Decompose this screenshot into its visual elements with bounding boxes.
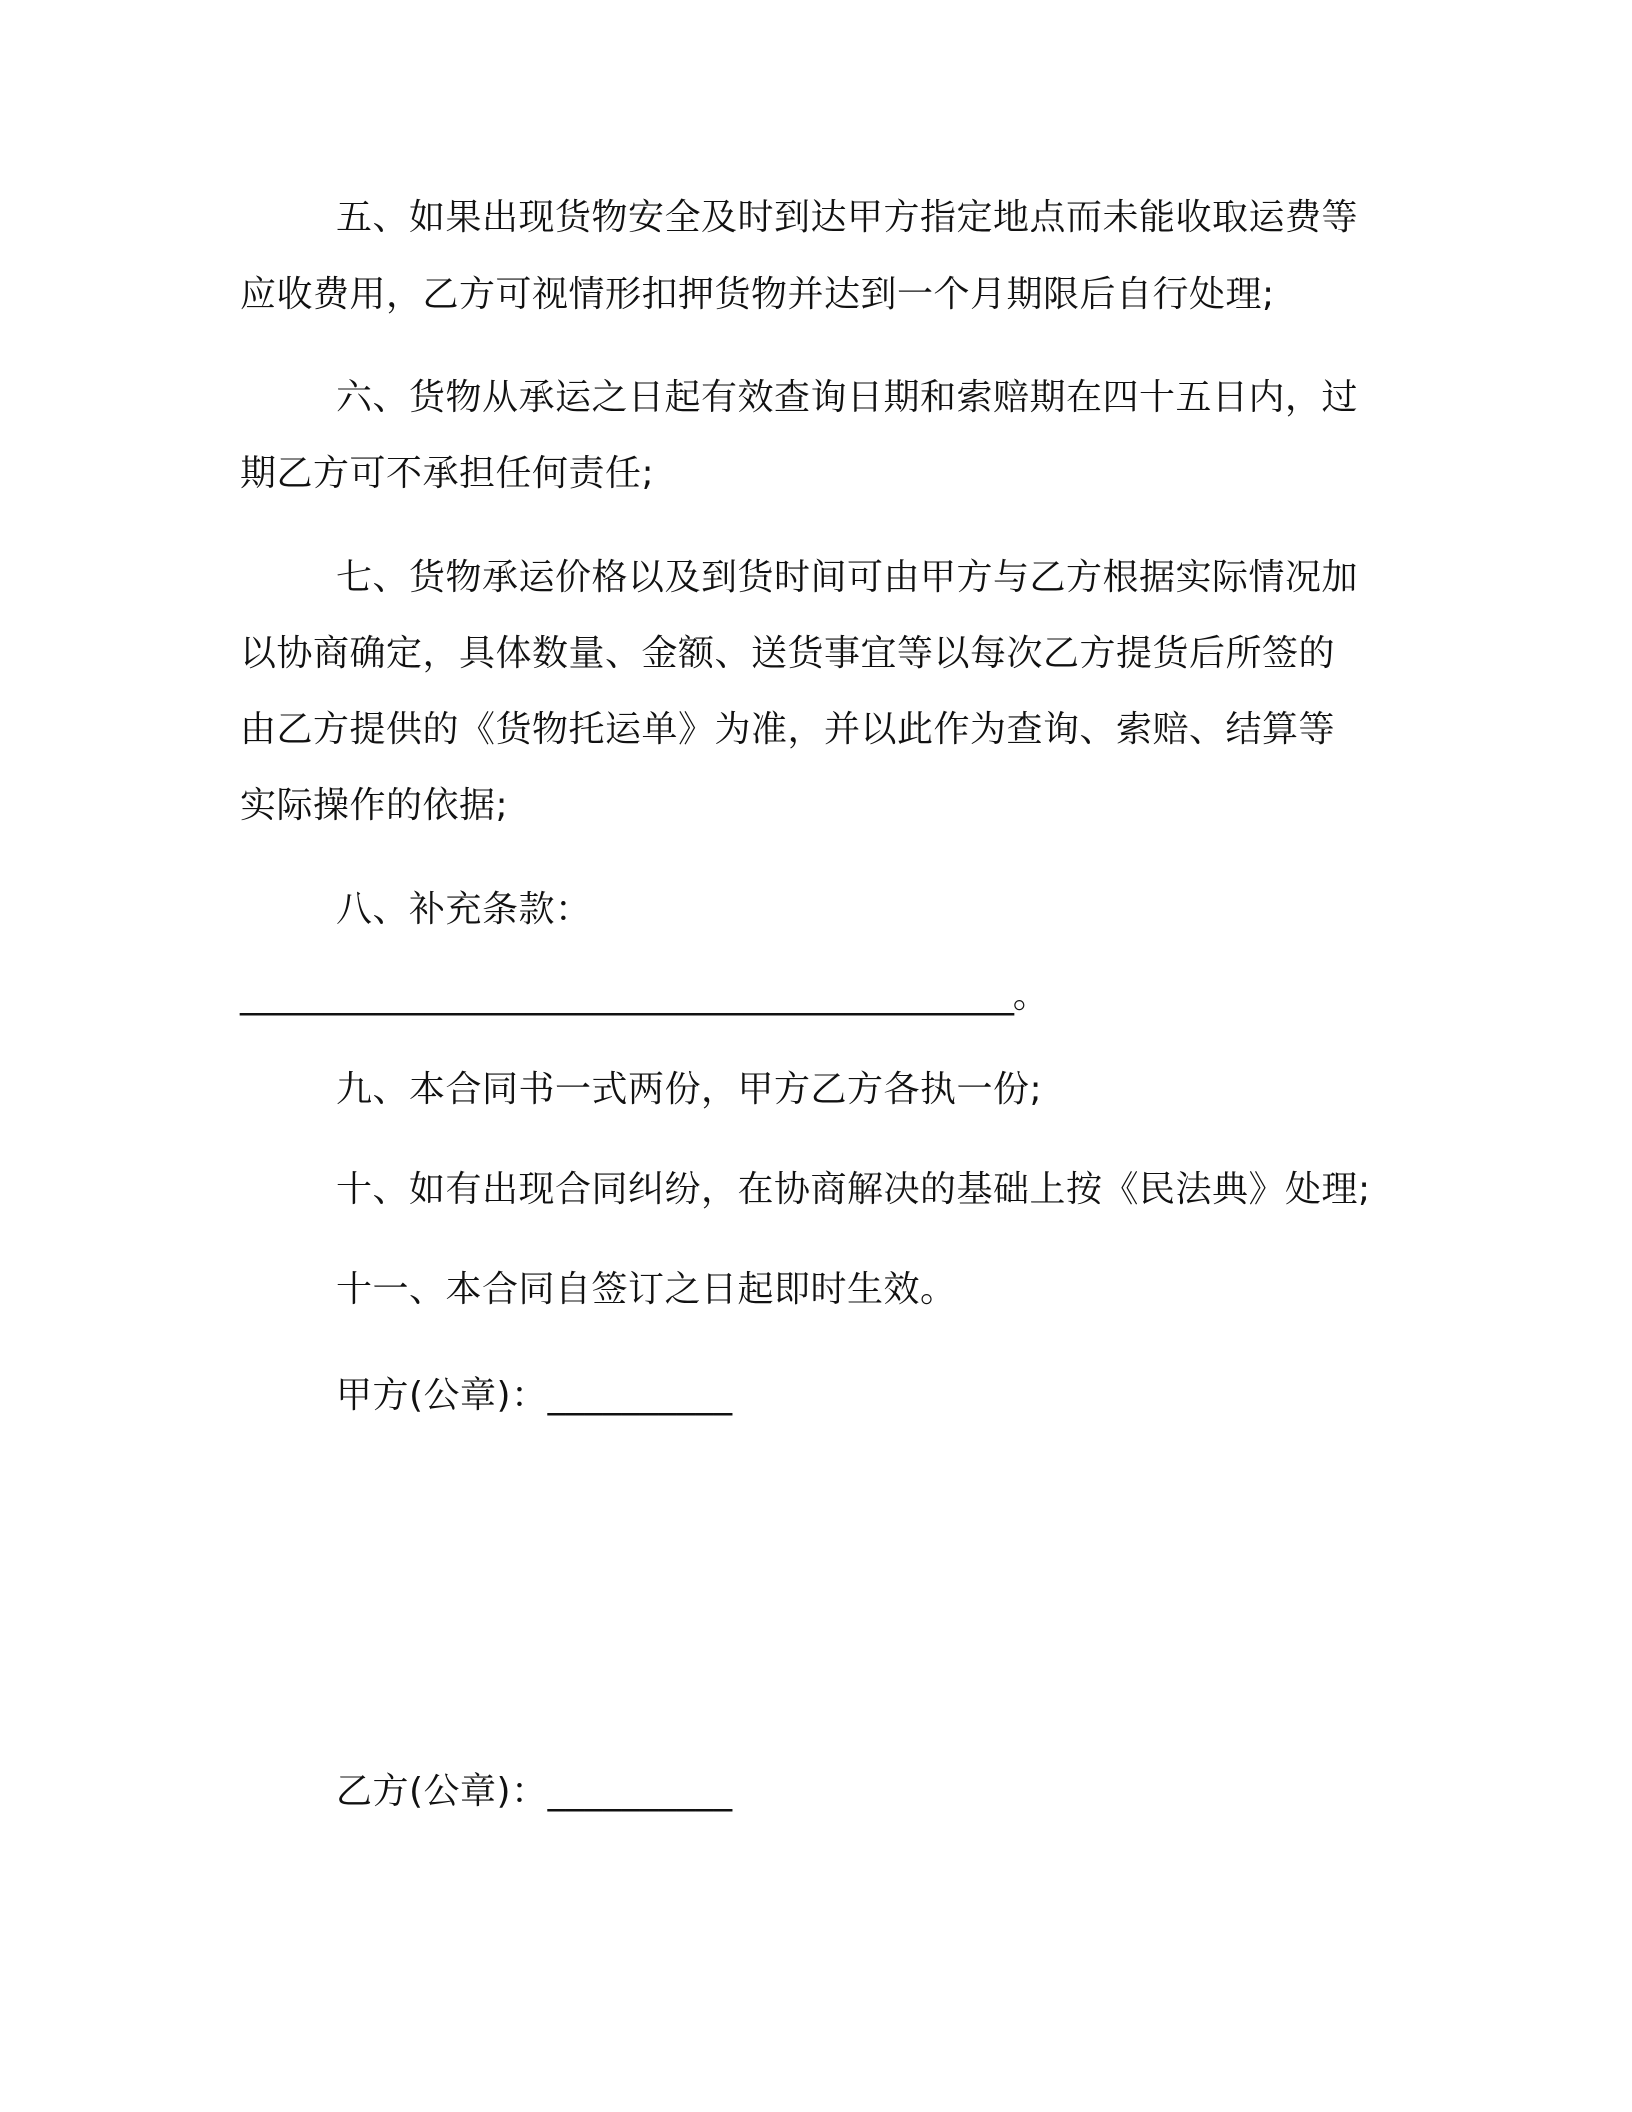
clause-11: 十一、本合同自签订之日起即时生效。: [336, 1269, 957, 1310]
supplementary-blank-line: ______________________________________________。: [240, 975, 1048, 1016]
clause-7-line-3: 由乙方提供的《货物托运单》为准，并以此作为查询、索赔、结算等: [240, 709, 1336, 750]
party-a-signature: 甲方(公章)：__________: [336, 1375, 733, 1416]
clause-10: 十、如有出现合同纠纷，在协商解决的基础上按《民法典》处理;: [336, 1169, 1371, 1210]
clause-7-line-1: 七、货物承运价格以及到货时间可由甲方与乙方根据实际情况加: [336, 557, 1359, 598]
clause-7-line-2: 以协商确定，具体数量、金额、送货事宜等以每次乙方提货后所签的: [240, 633, 1336, 674]
clause-5-line-2: 应收费用，乙方可视情形扣押货物并达到一个月期限后自行处理;: [240, 274, 1275, 315]
clause-5-line-1: 五、如果出现货物安全及时到达甲方指定地点而未能收取运费等: [336, 197, 1359, 238]
clause-6-line-2: 期乙方可不承担任何责任;: [240, 453, 655, 494]
clause-6-line-1: 六、货物从承运之日起有效查询日期和索赔期在四十五日内，过: [336, 377, 1359, 418]
clause-8-heading: 八、补充条款：: [336, 889, 592, 930]
party-b-signature: 乙方(公章)：__________: [336, 1771, 733, 1812]
clause-9: 九、本合同书一式两份，甲方乙方各执一份;: [336, 1069, 1043, 1110]
clause-7-line-4: 实际操作的依据;: [240, 785, 509, 826]
